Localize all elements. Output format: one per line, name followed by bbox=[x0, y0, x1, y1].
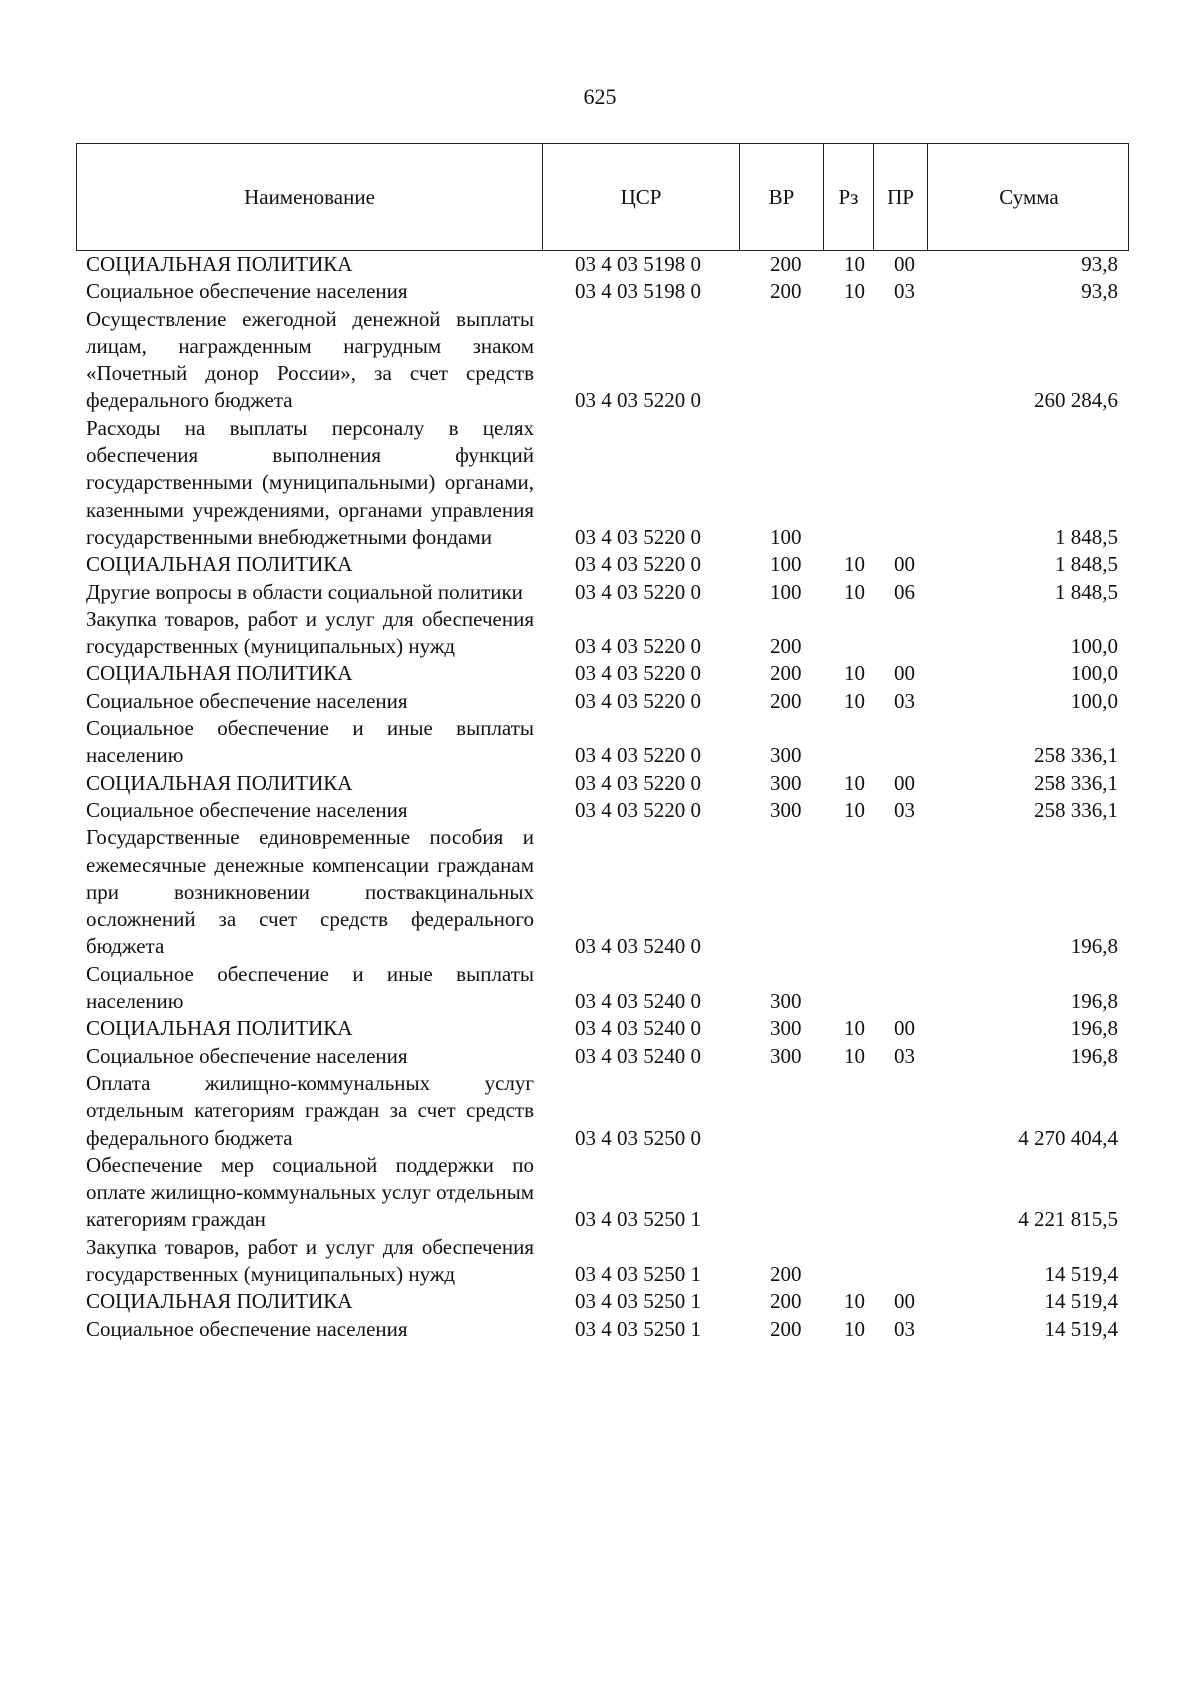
row-pr: 03 bbox=[894, 688, 915, 713]
row-sum: 14 519,4 bbox=[1044, 1316, 1118, 1341]
row-sum: 258 336,1 bbox=[1034, 797, 1118, 822]
row-rz: 10 bbox=[844, 661, 865, 686]
row-csr: 03 4 03 5250 1 bbox=[575, 1289, 701, 1314]
row-vr: 100 bbox=[770, 552, 802, 577]
row-name: СОЦИАЛЬНАЯ ПОЛИТИКА bbox=[86, 552, 353, 577]
row-csr: 03 4 03 5250 1 bbox=[575, 1207, 701, 1232]
row-csr: 03 4 03 5220 0 bbox=[575, 743, 701, 768]
row-name: Оплата жилищно-коммунальных услуг отдельным категориям граждан за счет средств федерального бюджета bbox=[86, 1070, 534, 1150]
page-number: 625 bbox=[583, 84, 617, 109]
row-rz: 10 bbox=[844, 1016, 865, 1041]
row-csr: 03 4 03 5240 0 bbox=[575, 989, 701, 1014]
row-csr: 03 4 03 5220 0 bbox=[575, 552, 701, 577]
row-rz: 10 bbox=[844, 1316, 865, 1341]
row-name: Социальное обеспечение и иные выплаты населению bbox=[86, 716, 534, 768]
table-row bbox=[0, 688, 1200, 715]
row-csr: 03 4 03 5250 1 bbox=[575, 1316, 701, 1341]
row-csr: 03 4 03 5198 0 bbox=[575, 279, 701, 304]
row-csr: 03 4 03 5250 0 bbox=[575, 1125, 701, 1150]
header-rz: Рз bbox=[824, 144, 874, 250]
table-row bbox=[0, 579, 1200, 606]
row-pr: 00 bbox=[894, 252, 915, 276]
row-sum: 1 848,5 bbox=[1055, 524, 1118, 549]
row-pr: 00 bbox=[894, 770, 915, 795]
table-row bbox=[0, 715, 1200, 770]
row-sum: 260 284,6 bbox=[1034, 388, 1118, 413]
row-name: Осуществление ежегодной денежной выплаты лицам, награжденным нагрудным знаком «Почетный донор России», за счет средств федерального бюджета bbox=[86, 306, 534, 413]
row-csr: 03 4 03 5220 0 bbox=[575, 688, 701, 713]
row-name: Социальное обеспечение населения bbox=[86, 1316, 408, 1341]
row-name: Государственные единовременные пособия и ежемесячные денежные компенсации гражданам при возникновении поствакцинальных осложнений за счет средств федерального бюджета bbox=[86, 825, 534, 959]
table-row bbox=[0, 824, 1200, 960]
row-rz: 10 bbox=[844, 279, 865, 304]
row-sum: 196,8 bbox=[1070, 1016, 1118, 1041]
row-csr: 03 4 03 5220 0 bbox=[575, 770, 701, 795]
row-vr: 200 bbox=[770, 634, 802, 659]
table-header bbox=[76, 143, 1129, 251]
table-row bbox=[0, 770, 1200, 797]
table-row bbox=[0, 251, 1200, 278]
row-vr: 200 bbox=[770, 279, 802, 304]
row-name: Социальное обеспечение населения bbox=[86, 797, 408, 822]
row-sum: 258 336,1 bbox=[1034, 770, 1118, 795]
row-csr: 03 4 03 5240 0 bbox=[575, 934, 701, 959]
row-name: Социальное обеспечение и иные выплаты населению bbox=[86, 961, 534, 1014]
row-pr: 00 bbox=[894, 552, 915, 577]
row-csr: 03 4 03 5198 0 bbox=[575, 252, 701, 276]
row-vr: 300 bbox=[770, 743, 802, 768]
row-name: Другие вопросы в области социальной политики bbox=[86, 579, 523, 604]
row-pr: 03 bbox=[894, 797, 915, 822]
row-vr: 300 bbox=[770, 770, 802, 795]
row-name: Закупка товаров, работ и услуг для обеспечения государственных (муниципальных) нужд bbox=[86, 606, 534, 659]
row-rz: 10 bbox=[844, 688, 865, 713]
header-sum: Сумма bbox=[999, 184, 1059, 209]
table-row bbox=[0, 1288, 1200, 1315]
row-name: Социальное обеспечение населения bbox=[86, 688, 408, 713]
row-sum: 1 848,5 bbox=[1055, 579, 1118, 604]
row-name: Социальное обеспечение населения bbox=[86, 1043, 408, 1068]
table-row bbox=[0, 797, 1200, 824]
row-rz: 10 bbox=[844, 1043, 865, 1068]
row-name: СОЦИАЛЬНАЯ ПОЛИТИКА bbox=[86, 770, 353, 795]
row-sum: 14 519,4 bbox=[1044, 1261, 1118, 1286]
header-vr: ВР bbox=[740, 144, 824, 250]
row-rz: 10 bbox=[844, 552, 865, 577]
row-csr: 03 4 03 5220 0 bbox=[575, 797, 701, 822]
row-vr: 200 bbox=[770, 1316, 802, 1341]
table-row bbox=[0, 306, 1200, 415]
table-row bbox=[0, 415, 1200, 551]
row-name: Закупка товаров, работ и услуг для обеспечения государственных (муниципальных) нужд bbox=[86, 1234, 534, 1286]
row-name: Расходы на выплаты персоналу в целях обеспечения выполнения функций государственными (муниципальными) органами, казенными учреждениями, органами управления государственными внебюджетными фондами bbox=[86, 415, 534, 549]
header-csr: ЦСР bbox=[543, 144, 740, 250]
row-name: СОЦИАЛЬНАЯ ПОЛИТИКА bbox=[86, 661, 353, 686]
row-vr: 300 bbox=[770, 1043, 802, 1068]
table-row bbox=[0, 278, 1200, 305]
row-vr: 200 bbox=[770, 1261, 802, 1286]
row-sum: 100,0 bbox=[1070, 661, 1118, 686]
row-csr: 03 4 03 5220 0 bbox=[575, 634, 701, 659]
row-vr: 200 bbox=[770, 252, 802, 276]
row-sum: 100,0 bbox=[1070, 634, 1118, 659]
row-rz: 10 bbox=[844, 1289, 865, 1314]
row-pr: 06 bbox=[894, 579, 915, 604]
row-sum: 93,8 bbox=[1081, 252, 1118, 276]
row-csr: 03 4 03 5220 0 bbox=[575, 579, 701, 604]
row-csr: 03 4 03 5220 0 bbox=[575, 661, 701, 686]
row-pr: 03 bbox=[894, 1316, 915, 1341]
row-sum: 4 270 404,4 bbox=[1018, 1125, 1118, 1150]
row-vr: 300 bbox=[770, 989, 802, 1014]
table-row bbox=[0, 1043, 1200, 1070]
row-rz: 10 bbox=[844, 252, 865, 276]
row-vr: 100 bbox=[770, 524, 802, 549]
row-vr: 200 bbox=[770, 1289, 802, 1314]
row-vr: 200 bbox=[770, 688, 802, 713]
table-row bbox=[0, 1070, 1200, 1152]
table-row bbox=[0, 1152, 1200, 1234]
row-sum: 196,8 bbox=[1070, 989, 1118, 1014]
table-row bbox=[0, 961, 1200, 1016]
row-vr: 200 bbox=[770, 661, 802, 686]
row-csr: 03 4 03 5220 0 bbox=[575, 524, 701, 549]
row-sum: 196,8 bbox=[1070, 1043, 1118, 1068]
header-name: Наименование bbox=[77, 144, 543, 250]
table-body bbox=[0, 251, 1200, 1343]
row-pr: 00 bbox=[894, 1016, 915, 1041]
row-pr: 03 bbox=[894, 1043, 915, 1068]
row-csr: 03 4 03 5250 1 bbox=[575, 1261, 701, 1286]
table-row bbox=[0, 1234, 1200, 1289]
row-sum: 258 336,1 bbox=[1034, 743, 1118, 768]
row-pr: 00 bbox=[894, 661, 915, 686]
row-vr: 100 bbox=[770, 579, 802, 604]
header-pr: ПР bbox=[874, 144, 928, 250]
row-name: Социальное обеспечение населения bbox=[86, 279, 408, 304]
row-vr: 300 bbox=[770, 797, 802, 822]
row-sum: 1 848,5 bbox=[1055, 552, 1118, 577]
row-name: СОЦИАЛЬНАЯ ПОЛИТИКА bbox=[86, 1016, 353, 1041]
row-sum: 196,8 bbox=[1070, 934, 1118, 959]
row-pr: 03 bbox=[894, 279, 915, 304]
row-sum: 14 519,4 bbox=[1044, 1289, 1118, 1314]
row-name: СОЦИАЛЬНАЯ ПОЛИТИКА bbox=[86, 1289, 353, 1314]
table-row bbox=[0, 660, 1200, 687]
row-rz: 10 bbox=[844, 579, 865, 604]
row-sum: 93,8 bbox=[1081, 279, 1118, 304]
table-row bbox=[0, 606, 1200, 661]
row-vr: 300 bbox=[770, 1016, 802, 1041]
row-csr: 03 4 03 5240 0 bbox=[575, 1043, 701, 1068]
row-name: Обеспечение мер социальной поддержки по оплате жилищно-коммунальных услуг отдельным категориям граждан bbox=[86, 1152, 534, 1232]
row-pr: 00 bbox=[894, 1289, 915, 1314]
row-rz: 10 bbox=[844, 770, 865, 795]
table-row bbox=[0, 551, 1200, 578]
row-rz: 10 bbox=[844, 797, 865, 822]
row-csr: 03 4 03 5220 0 bbox=[575, 388, 701, 413]
row-csr: 03 4 03 5240 0 bbox=[575, 1016, 701, 1041]
table-row bbox=[0, 1015, 1200, 1042]
row-sum: 4 221 815,5 bbox=[1018, 1207, 1118, 1232]
row-sum: 100,0 bbox=[1070, 688, 1118, 713]
row-name: СОЦИАЛЬНАЯ ПОЛИТИКА bbox=[86, 252, 353, 276]
table-row bbox=[0, 1316, 1200, 1343]
